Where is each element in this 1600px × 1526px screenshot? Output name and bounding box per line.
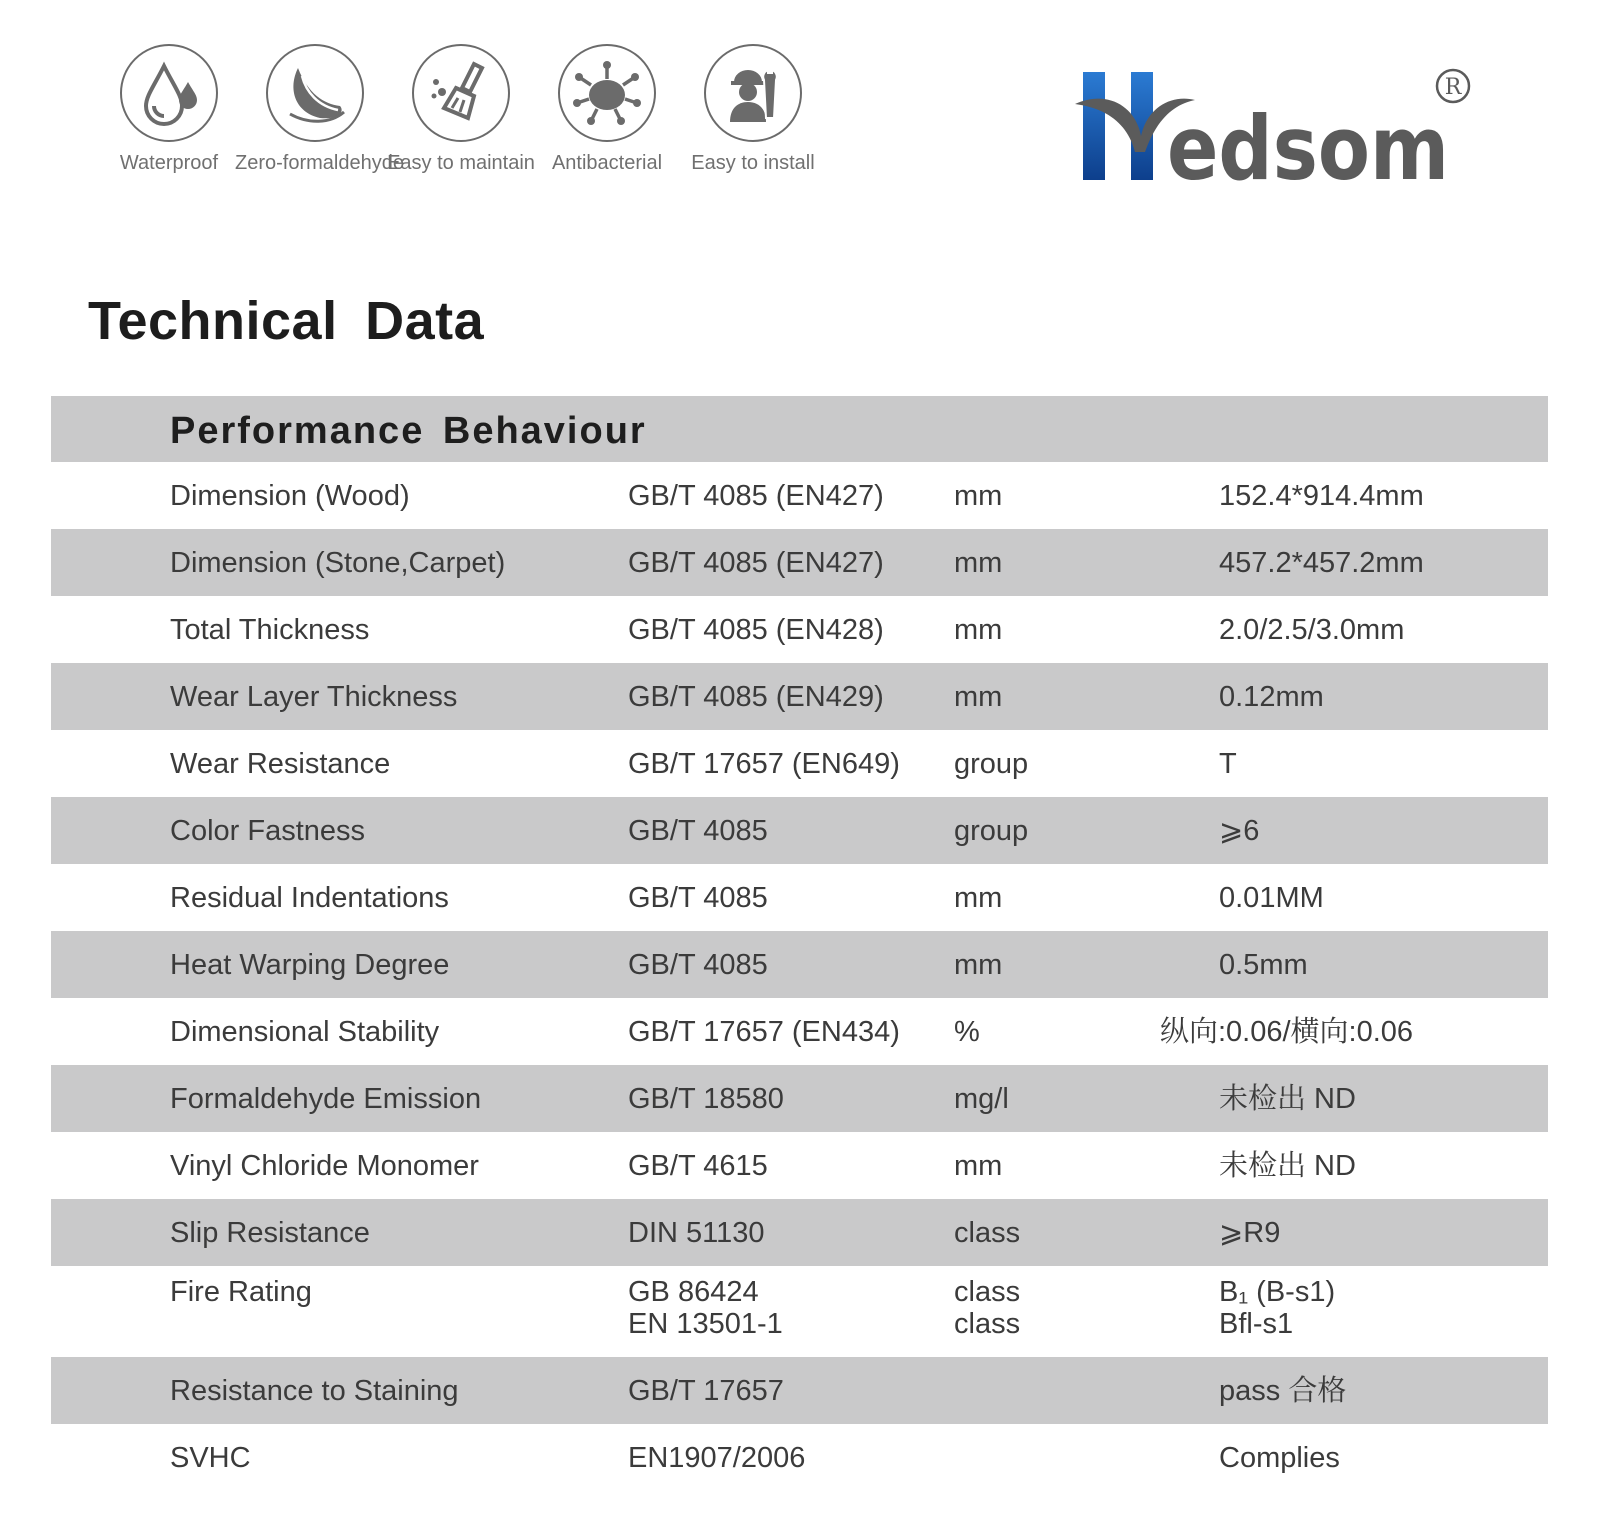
property-cell: Total Thickness bbox=[170, 613, 370, 646]
property-cell: Wear Layer Thickness bbox=[170, 680, 458, 713]
property-cell: Dimension (Stone,Carpet) bbox=[170, 546, 506, 579]
feature-icons-bar bbox=[0, 0, 900, 200]
table-heading-bar bbox=[51, 396, 1548, 462]
registered-mark: R bbox=[1444, 75, 1462, 100]
property-cell: Color Fastness bbox=[170, 814, 366, 847]
table-row bbox=[51, 998, 1548, 1065]
standard-cell: GB/T 4085 (EN429) bbox=[628, 680, 884, 713]
value-cell: pass 合格 bbox=[1219, 1374, 1347, 1407]
unit-cell: mm bbox=[954, 1149, 1003, 1182]
standard-cell: GB/T 4085 bbox=[628, 948, 768, 981]
standard-cell: GB/T 4085 bbox=[628, 814, 768, 847]
unit-line: class bbox=[954, 1308, 1021, 1340]
water-drops-icon bbox=[120, 44, 218, 142]
standard-cell: GB/T 17657 (EN434) bbox=[628, 1015, 900, 1048]
value-cell: 457.2*457.2mm bbox=[1219, 546, 1424, 579]
value-cell: 未检出 ND bbox=[1219, 1082, 1356, 1115]
table-row bbox=[51, 663, 1548, 730]
table-row bbox=[51, 1424, 1548, 1491]
page-title: Technical Data bbox=[88, 291, 485, 351]
feature-label: Waterproof bbox=[119, 152, 219, 174]
standard-cell: GB/T 4085 (EN427) bbox=[628, 479, 884, 512]
table-row bbox=[51, 1132, 1548, 1199]
standard-cell: GB/T 4085 (EN427) bbox=[628, 546, 884, 579]
value-cell: ⩾R9 bbox=[1219, 1216, 1281, 1249]
standard-cell: DIN 51130 bbox=[628, 1216, 765, 1249]
property-cell: Formaldehyde Emission bbox=[170, 1082, 482, 1115]
property-cell: Fire Rating bbox=[170, 1276, 312, 1308]
value-cell: 未检出 ND bbox=[1219, 1149, 1356, 1182]
feature-waterproof bbox=[89, 44, 249, 175]
value-cell: 0.01MM bbox=[1219, 881, 1324, 914]
table-row bbox=[51, 529, 1548, 596]
feature-easy-to-install bbox=[673, 44, 833, 175]
property-cell: Dimension (Wood) bbox=[170, 479, 410, 512]
feature-label: Antibacterial bbox=[551, 152, 663, 174]
table-row bbox=[51, 1065, 1548, 1132]
standard-cell: GB/T 17657 bbox=[628, 1374, 784, 1407]
standard-cell: EN1907/2006 bbox=[628, 1441, 806, 1474]
table-row bbox=[51, 1357, 1548, 1424]
value-cell: 0.12mm bbox=[1219, 680, 1324, 713]
standard-cell: GB/T 4085 bbox=[628, 881, 768, 914]
value-cell: T bbox=[1219, 747, 1237, 780]
table-heading: Performance Behaviour bbox=[170, 410, 647, 452]
feature-label: Easy to install bbox=[691, 152, 815, 174]
standard-cell: GB/T 4085 (EN428) bbox=[628, 613, 884, 646]
standard-cell: GB/T 18580 bbox=[628, 1082, 784, 1115]
performance-table bbox=[51, 396, 1548, 1491]
unit-cell: mm bbox=[954, 613, 1003, 646]
worker-wrench-icon bbox=[704, 44, 802, 142]
unit-cell: mm bbox=[954, 948, 1003, 981]
value-line: Bfl-s1 bbox=[1219, 1308, 1294, 1340]
value-cell: 纵向:0.06/横向:0.06 bbox=[1160, 1015, 1414, 1048]
property-cell: Resistance to Staining bbox=[170, 1374, 459, 1407]
table-row bbox=[51, 931, 1548, 998]
property-cell: Wear Resistance bbox=[170, 747, 391, 780]
property-cell: Slip Resistance bbox=[170, 1216, 370, 1249]
unit-cell: % bbox=[954, 1015, 980, 1048]
table-row bbox=[51, 797, 1548, 864]
feature-label: Easy to maintain bbox=[387, 152, 535, 174]
value-cell: 152.4*914.4mm bbox=[1219, 479, 1424, 512]
svg-text:edsom: edsom bbox=[1167, 97, 1449, 194]
property-cell: Dimensional Stability bbox=[170, 1015, 440, 1048]
unit-cell: group bbox=[954, 747, 1029, 780]
feature-label: Zero-formaldehyde bbox=[235, 152, 404, 174]
standard-cell: GB/T 17657 (EN649) bbox=[628, 747, 900, 780]
hedsom-logo bbox=[1075, 64, 1515, 194]
unit-cell: mm bbox=[954, 680, 1003, 713]
property-cell: Heat Warping Degree bbox=[170, 948, 450, 981]
value-cell bbox=[1219, 1276, 1335, 1340]
unit-cell: class bbox=[954, 1216, 1021, 1249]
table-row bbox=[51, 1266, 1548, 1357]
unit-cell: mm bbox=[954, 479, 1003, 512]
unit-cell: mg/l bbox=[954, 1082, 1009, 1115]
value-cell: 0.5mm bbox=[1219, 948, 1308, 981]
property-cell: Vinyl Chloride Monomer bbox=[170, 1149, 479, 1182]
broom-icon bbox=[412, 44, 510, 142]
table-row bbox=[51, 730, 1548, 797]
feature-antibacterial bbox=[527, 44, 687, 175]
table-row bbox=[51, 596, 1548, 663]
value-cell: ⩾6 bbox=[1219, 814, 1260, 847]
unit-line: class bbox=[954, 1276, 1021, 1308]
feature-easy-to-maintain bbox=[381, 44, 541, 175]
value-line: B₁ (B-s1) bbox=[1219, 1276, 1336, 1308]
standard-cell: GB/T 4615 bbox=[628, 1149, 768, 1182]
property-cell: SVHC bbox=[170, 1441, 251, 1474]
bacteria-icon bbox=[558, 44, 656, 142]
feature-zero-formaldehyde bbox=[235, 44, 404, 175]
leaf-icon bbox=[266, 44, 364, 142]
standard-line: GB 86424 bbox=[628, 1276, 759, 1308]
unit-cell: group bbox=[954, 814, 1029, 847]
unit-cell bbox=[954, 1276, 1020, 1340]
table-row bbox=[51, 1199, 1548, 1266]
table-row bbox=[51, 462, 1548, 529]
value-cell: 2.0/2.5/3.0mm bbox=[1219, 613, 1405, 646]
standard-cell bbox=[628, 1276, 783, 1340]
table-row bbox=[51, 864, 1548, 931]
standard-line: EN 13501-1 bbox=[628, 1308, 783, 1340]
unit-cell: mm bbox=[954, 546, 1003, 579]
property-cell: Residual Indentations bbox=[170, 881, 449, 914]
value-cell: Complies bbox=[1219, 1441, 1340, 1474]
unit-cell: mm bbox=[954, 881, 1003, 914]
